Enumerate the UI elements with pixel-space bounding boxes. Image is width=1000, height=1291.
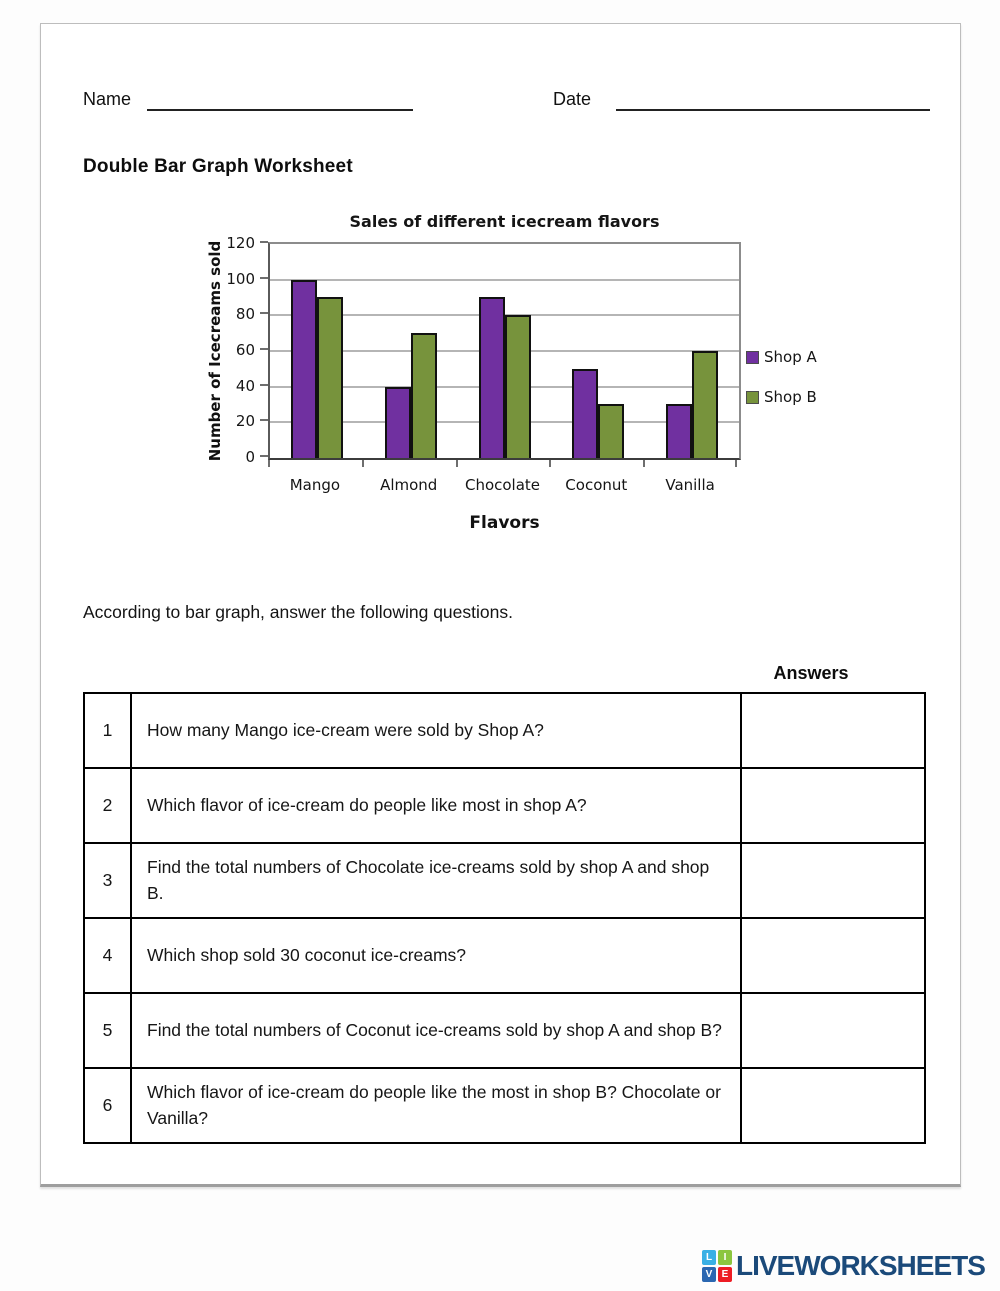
chart-legend <box>746 242 876 460</box>
question-text: Find the total numbers of Coconut ice-creams sold by shop A and shop B? <box>131 993 741 1068</box>
legend-item-shop-a <box>746 348 817 366</box>
bar-group-vanilla <box>666 351 718 458</box>
x-axis-tickmark <box>549 460 551 467</box>
bar-shop-b-vanilla <box>692 351 718 458</box>
brand-wordmark: LIVEWORKSHEETS <box>736 1250 985 1281</box>
question-text: Which shop sold 30 coconut ice-creams? <box>131 918 741 993</box>
y-axis-title: Number of Icecreams sold <box>206 240 224 462</box>
name-label: Name <box>83 89 132 109</box>
question-text: How many Mango ice-cream were sold by Shop A? <box>131 693 741 768</box>
liveworksheets-logo-icon <box>702 1250 732 1282</box>
y-axis-tickmark <box>260 348 268 350</box>
y-axis-tickmark <box>260 384 268 386</box>
table-row <box>84 918 925 993</box>
y-tick-label: 0 <box>245 448 255 466</box>
bar-group-coconut <box>572 369 624 458</box>
y-tick-label: 80 <box>235 305 255 324</box>
table-row <box>84 843 925 918</box>
y-axis-tickmark <box>260 241 268 243</box>
answer-cell[interactable] <box>741 993 925 1068</box>
logo-square-i: I <box>718 1250 732 1265</box>
date-label: Date <box>553 89 592 109</box>
x-axis-tickmark <box>268 460 270 467</box>
legend-label: Shop B <box>764 388 817 406</box>
bar-shop-b-chocolate <box>505 315 531 458</box>
bar-shop-b-almond <box>411 333 437 458</box>
x-axis-tickmarks <box>268 460 741 468</box>
bar-shop-a-coconut <box>572 369 598 458</box>
x-axis-tickmark <box>456 460 458 467</box>
bar-shop-a-vanilla <box>666 404 692 458</box>
answers-column-header: Answers <box>773 663 849 683</box>
x-tick-label-almond: Almond <box>380 476 438 494</box>
x-axis-tick-labels <box>268 476 741 498</box>
y-tick-label: 40 <box>235 376 255 395</box>
y-tick-label: 20 <box>235 412 255 431</box>
table-row <box>84 693 925 768</box>
double-bar-chart <box>41 24 962 584</box>
question-text: Find the total numbers of Chocolate ice-creams sold by shop A and shop B. <box>131 843 741 918</box>
question-number: 1 <box>84 693 131 768</box>
y-axis-tickmark <box>260 455 268 457</box>
legend-swatch-icon <box>746 351 759 364</box>
y-axis-tickmarks <box>260 240 268 462</box>
liveworksheets-footer <box>702 1250 985 1282</box>
question-number: 6 <box>84 1068 131 1143</box>
y-axis-tickmark <box>260 312 268 314</box>
chart-title: Sales of different icecream flavors <box>349 212 660 231</box>
bar-group-almond <box>385 333 437 458</box>
x-axis-title: Flavors <box>469 513 540 533</box>
bar-group-mango <box>291 280 343 458</box>
question-text: Which flavor of ice-cream do people like the most in shop B? Chocolate or Vanilla? <box>131 1068 741 1143</box>
table-row <box>84 993 925 1068</box>
answer-cell[interactable] <box>741 843 925 918</box>
x-axis-tickmark <box>362 460 364 467</box>
x-tick-label-vanilla: Vanilla <box>665 476 715 494</box>
x-tick-label-chocolate: Chocolate <box>464 476 541 494</box>
page-title: Double Bar Graph Worksheet <box>83 156 353 177</box>
questions-table-body <box>84 693 925 1143</box>
table-row <box>84 768 925 843</box>
logo-square-l: L <box>702 1250 716 1265</box>
y-tick-label: 100 <box>226 269 255 288</box>
legend-swatch-icon <box>746 391 759 404</box>
y-tick-label: 120 <box>226 234 255 252</box>
bar-shop-b-coconut <box>598 404 624 458</box>
y-tick-label: 60 <box>235 341 255 359</box>
bar-shop-a-almond <box>385 387 411 458</box>
bar-shop-a-mango <box>291 280 317 458</box>
answer-cell[interactable] <box>741 1068 925 1143</box>
legend-item-shop-b <box>746 388 817 406</box>
x-axis-tickmark <box>735 460 737 467</box>
x-tick-label-coconut: Coconut <box>565 476 628 494</box>
plot-area <box>268 242 741 460</box>
x-tick-label-mango: Mango <box>289 476 341 494</box>
worksheet-page <box>40 23 961 1187</box>
question-number: 3 <box>84 843 131 918</box>
logo-square-v: V <box>702 1267 716 1282</box>
answer-cell[interactable] <box>741 918 925 993</box>
y-axis-tick-labels <box>203 234 255 466</box>
legend-label: Shop A <box>764 348 817 366</box>
instruction-text: According to bar graph, answer the following questions. <box>83 602 513 622</box>
bar-shop-a-chocolate <box>479 297 505 458</box>
y-axis-tickmark <box>260 419 268 421</box>
bar-group-chocolate <box>479 297 531 458</box>
question-text: Which flavor of ice-cream do people like most in shop A? <box>131 768 741 843</box>
y-axis-tickmark <box>260 277 268 279</box>
x-axis-tickmark <box>643 460 645 467</box>
table-row <box>84 1068 925 1143</box>
questions-table <box>83 692 926 1144</box>
answer-cell[interactable] <box>741 693 925 768</box>
question-number: 4 <box>84 918 131 993</box>
question-number: 5 <box>84 993 131 1068</box>
logo-square-e: E <box>718 1267 732 1282</box>
question-number: 2 <box>84 768 131 843</box>
bar-shop-b-mango <box>317 297 343 458</box>
answer-cell[interactable] <box>741 768 925 843</box>
